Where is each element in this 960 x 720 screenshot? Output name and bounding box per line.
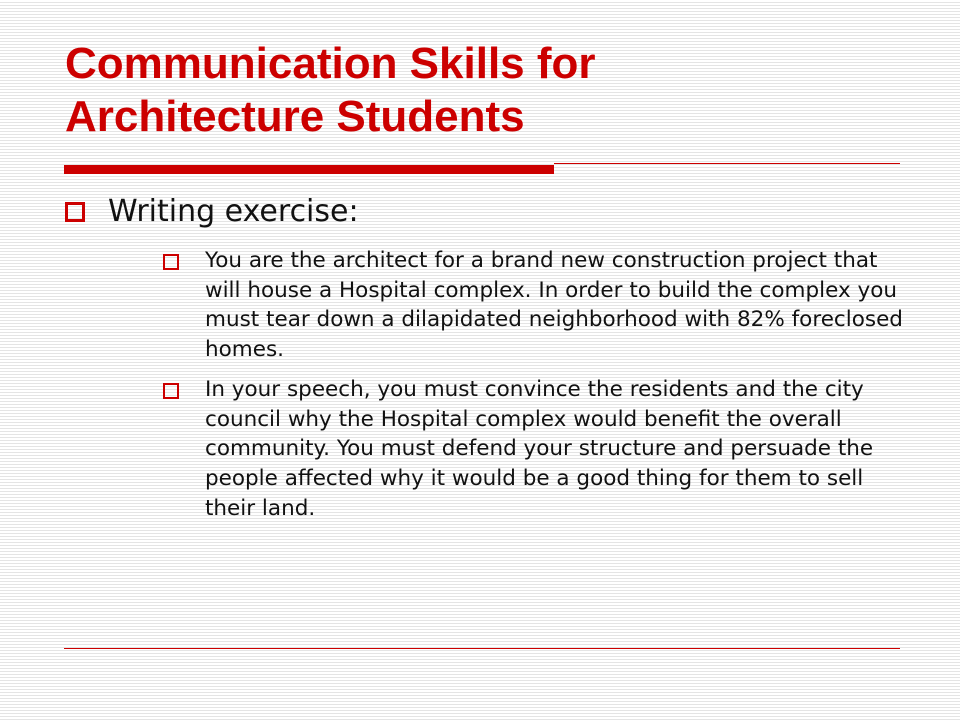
sub-bullet-text: You are the architect for a brand new construction project that will house a Hospital complex. In order to build the complex you must tear down a dilapidated neighborhood with 82% foreclosed homes. bbox=[205, 248, 903, 363]
title-underline-thick bbox=[64, 165, 554, 174]
sub-bullet-text: In your speech, you must convince the residents and the city council why the Hospital complex would benefit the overall community. You must defend your structure and persuade the people affected why it would be a good thing for them to sell their land. bbox=[205, 376, 874, 521]
sub-bullet-list bbox=[163, 246, 903, 533]
footer-rule bbox=[64, 648, 900, 649]
slide-title-line-1: Communication Skills for bbox=[65, 39, 596, 88]
slide-title bbox=[65, 37, 925, 143]
square-bullet-icon bbox=[163, 254, 179, 270]
sub-bullet-item bbox=[163, 375, 903, 524]
sub-bullet-item bbox=[163, 246, 903, 365]
bullet-writing-exercise bbox=[65, 192, 905, 232]
title-underline-thin bbox=[554, 163, 900, 164]
bullet-text: Writing exercise: bbox=[108, 194, 359, 229]
square-bullet-icon bbox=[163, 383, 179, 399]
slide-title-line-2: Architecture Students bbox=[65, 92, 525, 141]
square-bullet-icon bbox=[65, 202, 85, 222]
